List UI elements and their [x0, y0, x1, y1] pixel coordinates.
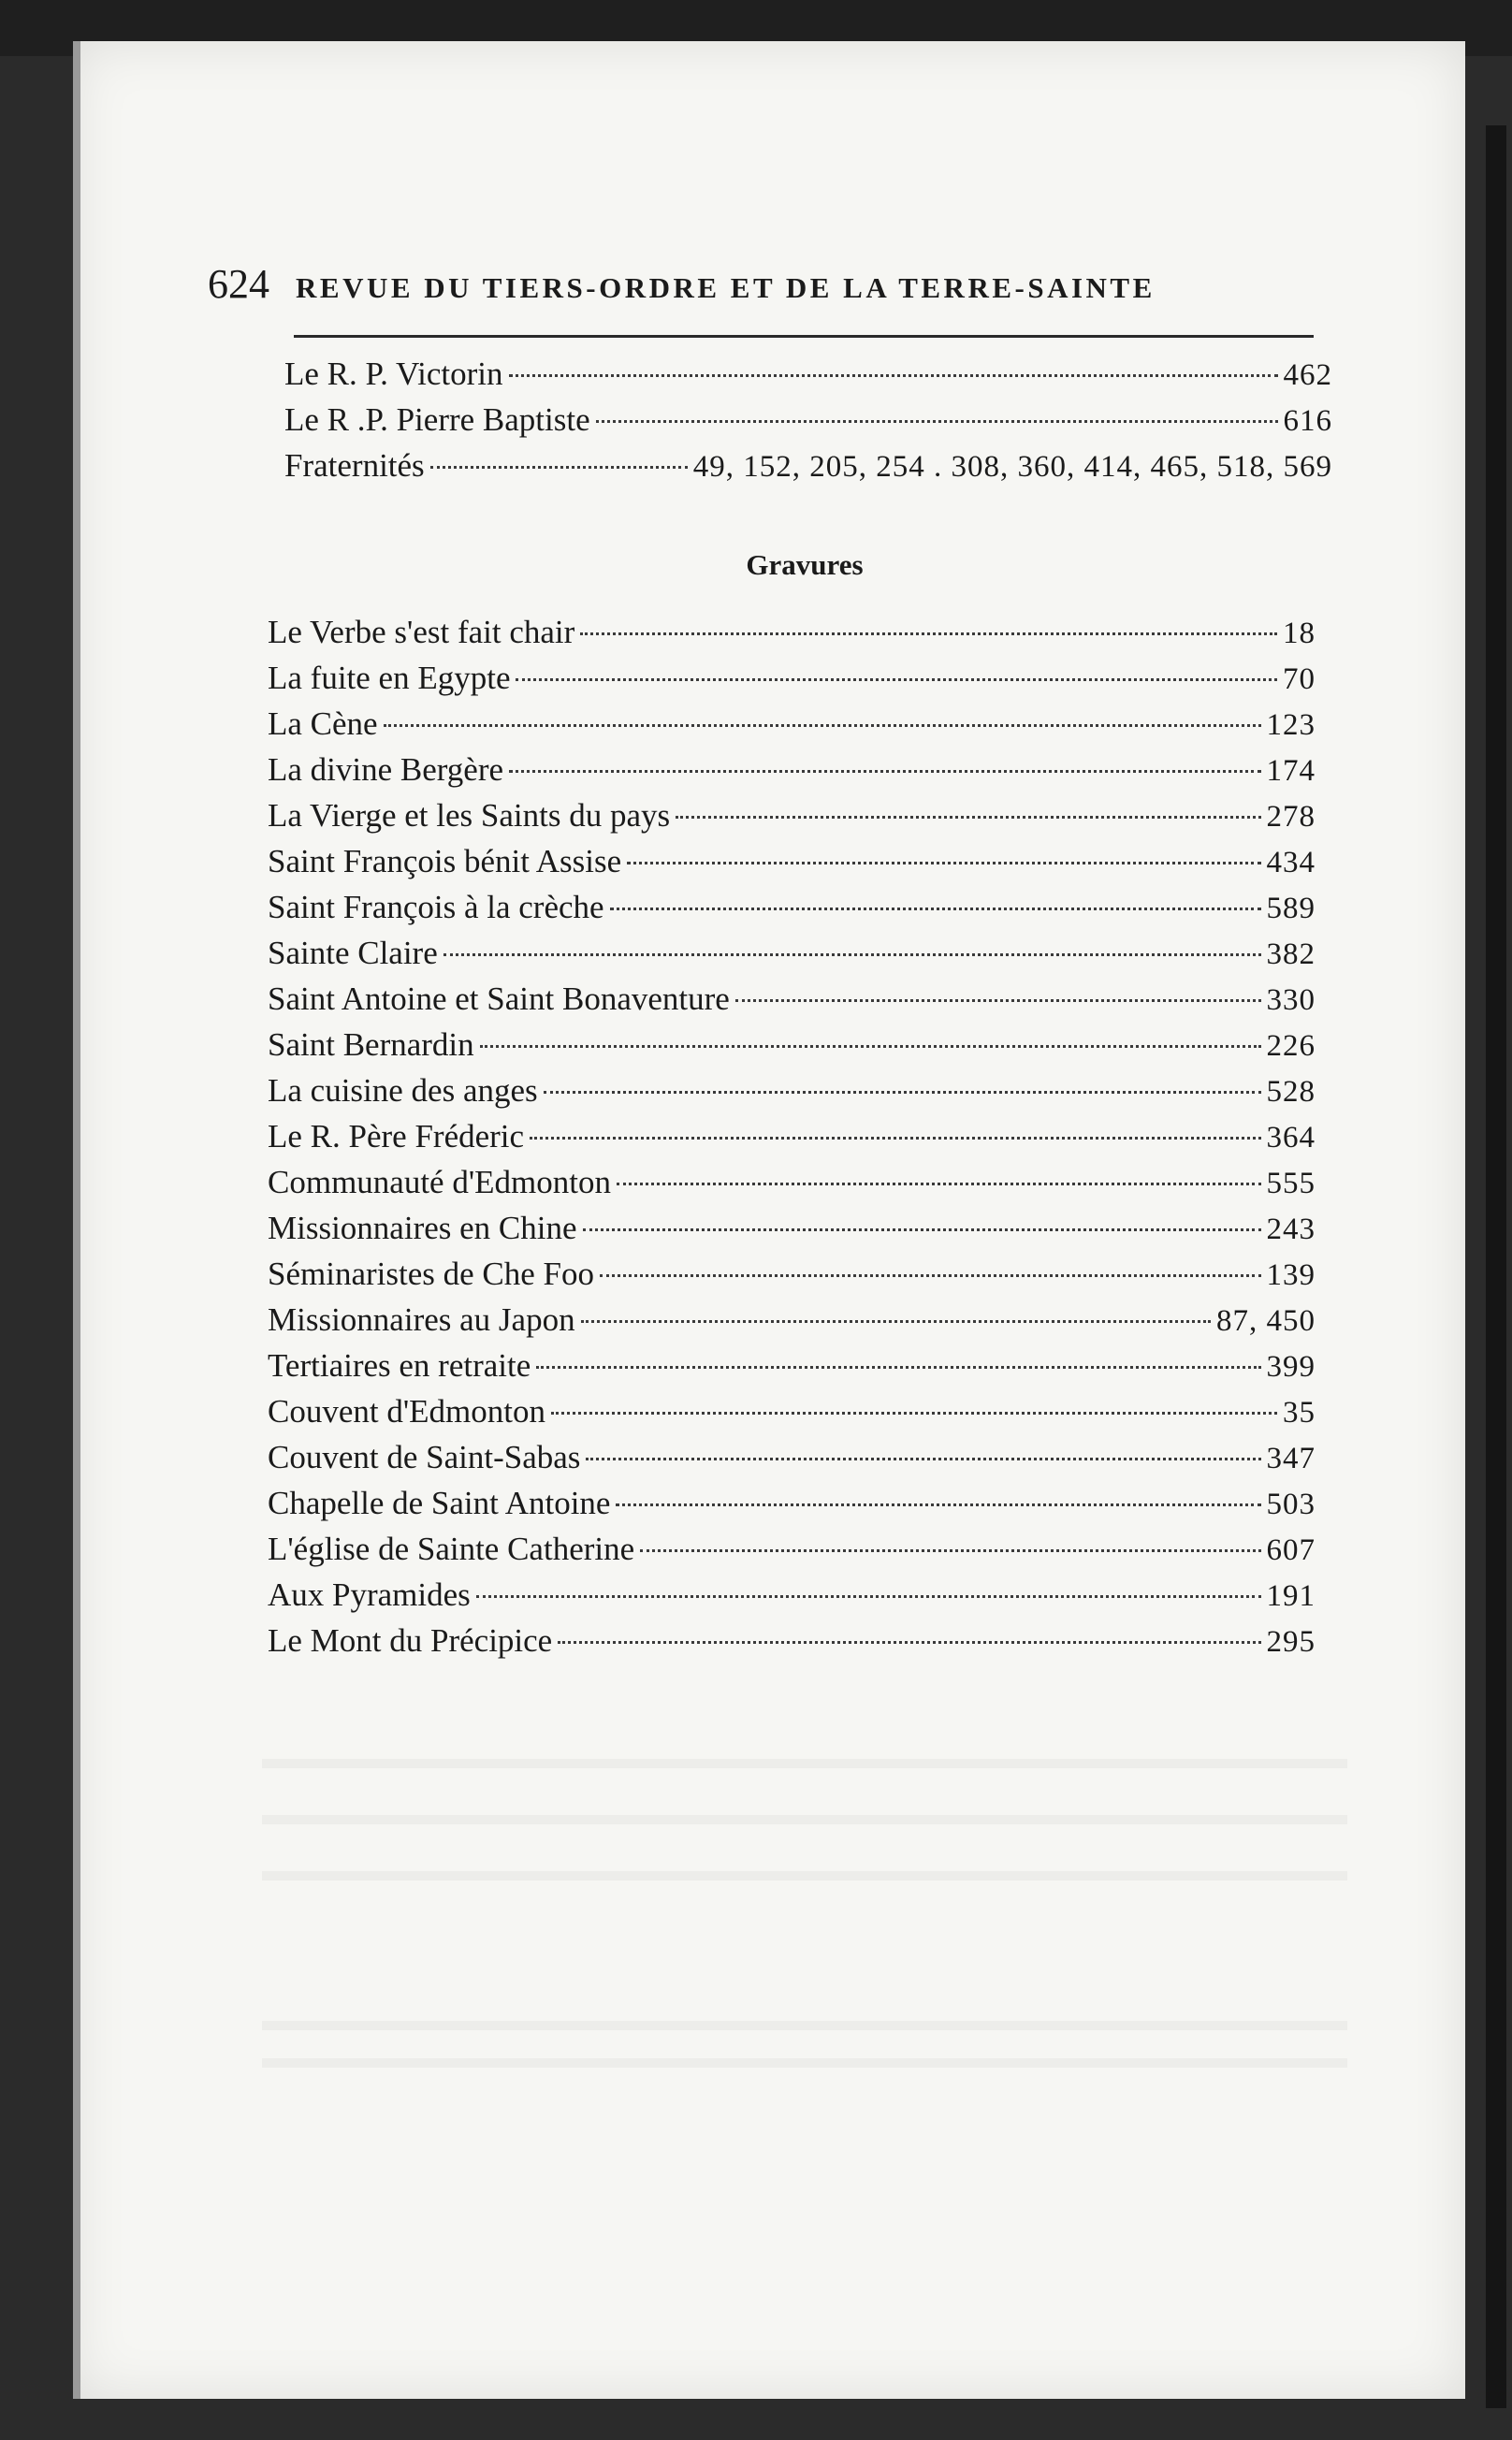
index-entry	[268, 935, 1316, 980]
index-entry	[268, 1531, 1316, 1576]
entry-page: 607	[1266, 1533, 1316, 1567]
entry-label: Communauté d'Edmonton	[268, 1164, 611, 1200]
entry-label: La cuisine des anges	[268, 1072, 538, 1109]
dot-leader	[384, 724, 1261, 727]
entry-label: Couvent d'Edmonton	[268, 1393, 545, 1430]
dot-leader	[627, 862, 1260, 864]
index-entry	[268, 797, 1316, 843]
entry-page: 589	[1266, 892, 1316, 925]
dot-leader	[530, 1137, 1260, 1140]
dot-leader	[616, 1503, 1260, 1506]
entry-page: 278	[1266, 800, 1316, 834]
index-entry	[268, 1118, 1316, 1164]
dot-leader	[536, 1366, 1260, 1369]
dot-leader	[476, 1595, 1261, 1598]
entry-page: 226	[1266, 1029, 1316, 1063]
index-entry	[268, 1393, 1316, 1439]
entry-page: 139	[1266, 1258, 1316, 1292]
index-entry	[268, 843, 1316, 889]
entry-label: Séminaristes de Che Foo	[268, 1256, 594, 1292]
entry-page: 462	[1283, 358, 1332, 392]
dot-leader	[583, 1228, 1261, 1231]
entry-page: 243	[1266, 1213, 1316, 1246]
running-title: REVUE DU TIERS-ORDRE ET DE LA TERRE-SAINTE	[296, 271, 1156, 304]
entry-page: 35	[1283, 1396, 1316, 1430]
show-through-line	[262, 2021, 1347, 2030]
dot-leader	[430, 466, 688, 469]
entry-page: 616	[1283, 404, 1332, 438]
entry-label: Chapelle de Saint Antoine	[268, 1485, 611, 1521]
entry-page: 528	[1266, 1075, 1316, 1109]
dot-leader	[640, 1549, 1260, 1552]
index-entry	[284, 356, 1332, 401]
index-entry	[268, 1347, 1316, 1393]
index-entry	[268, 1072, 1316, 1118]
index-entry	[268, 1439, 1316, 1485]
entry-label: La Cène	[268, 705, 378, 742]
dot-leader	[596, 420, 1278, 423]
index-entry	[268, 705, 1316, 751]
index-entry	[268, 1210, 1316, 1256]
entry-label: La Vierge et les Saints du pays	[268, 797, 671, 834]
dot-leader	[600, 1274, 1261, 1277]
entry-label: Saint Bernardin	[268, 1026, 474, 1063]
show-through-line	[262, 2058, 1347, 2068]
dot-leader	[580, 632, 1277, 635]
index-entry	[268, 751, 1316, 797]
entry-page: 49, 152, 205, 254 . 308, 360, 414, 465, 518, 569	[692, 450, 1332, 484]
entry-page: 399	[1266, 1350, 1316, 1384]
dot-leader	[516, 678, 1277, 681]
index-entry	[284, 401, 1332, 447]
page-number: 624	[208, 261, 269, 307]
dot-leader	[551, 1412, 1277, 1415]
entry-label: Saint François bénit Assise	[268, 843, 622, 879]
entry-label: Fraternités	[284, 447, 425, 484]
dot-leader	[610, 908, 1261, 910]
dot-leader	[581, 1320, 1211, 1323]
dot-leader	[509, 374, 1278, 377]
entry-label: Tertiaires en retraite	[268, 1347, 531, 1384]
index-list-top	[284, 356, 1332, 493]
show-through-line	[262, 1759, 1347, 1768]
entry-page: 503	[1266, 1488, 1316, 1521]
page-edge-left	[73, 41, 80, 2399]
gravures-list	[268, 614, 1316, 1668]
page-edge-right	[1486, 125, 1506, 2408]
entry-page: 330	[1266, 983, 1316, 1017]
entry-page: 18	[1283, 617, 1316, 650]
entry-label: Saint François à la crèche	[268, 889, 604, 925]
index-entry	[284, 447, 1332, 493]
index-entry	[268, 889, 1316, 935]
entry-label: Aux Pyramides	[268, 1576, 471, 1613]
entry-page: 555	[1266, 1167, 1316, 1200]
entry-label: Le Mont du Précipice	[268, 1622, 553, 1659]
dot-leader	[617, 1183, 1261, 1185]
entry-page: 87, 450	[1216, 1304, 1316, 1338]
entry-page: 364	[1266, 1121, 1316, 1155]
entry-page: 123	[1266, 708, 1316, 742]
entry-label: Le R. P. Victorin	[284, 356, 503, 392]
entry-label: Sainte Claire	[268, 935, 438, 971]
entry-label: Le R. Père Fréderic	[268, 1118, 525, 1155]
dot-leader	[443, 953, 1261, 956]
running-header	[208, 260, 1321, 316]
show-through-line	[262, 1815, 1347, 1824]
index-entry	[268, 1256, 1316, 1301]
index-entry	[268, 1576, 1316, 1622]
entry-page: 382	[1266, 937, 1316, 971]
entry-page: 295	[1266, 1625, 1316, 1659]
index-entry	[268, 1485, 1316, 1531]
entry-label: Le R .P. Pierre Baptiste	[284, 401, 590, 438]
entry-label: La fuite en Egypte	[268, 660, 511, 696]
entry-label: Missionnaires au Japon	[268, 1301, 575, 1338]
dot-leader	[480, 1045, 1261, 1048]
entry-label: Saint Antoine et Saint Bonaventure	[268, 980, 730, 1017]
entry-label: Missionnaires en Chine	[268, 1210, 577, 1246]
dot-leader	[544, 1091, 1261, 1094]
show-through-line	[262, 1871, 1347, 1881]
entry-page: 191	[1266, 1579, 1316, 1613]
dot-leader	[676, 816, 1260, 819]
dot-leader	[735, 999, 1261, 1002]
entry-label: L'église de Sainte Catherine	[268, 1531, 635, 1567]
entry-label: Le Verbe s'est fait chair	[268, 614, 575, 650]
index-entry	[268, 1301, 1316, 1347]
entry-label: La divine Bergère	[268, 751, 504, 788]
entry-page: 347	[1266, 1442, 1316, 1475]
entry-label: Couvent de Saint-Sabas	[268, 1439, 581, 1475]
index-entry	[268, 660, 1316, 705]
index-entry	[268, 614, 1316, 660]
entry-page: 174	[1266, 754, 1316, 788]
index-entry	[268, 980, 1316, 1026]
index-entry	[268, 1622, 1316, 1668]
entry-page: 70	[1283, 662, 1316, 696]
index-entry	[268, 1164, 1316, 1210]
index-entry	[268, 1026, 1316, 1072]
dot-leader	[586, 1458, 1260, 1460]
entry-page: 434	[1266, 846, 1316, 879]
header-rule	[294, 335, 1314, 338]
section-title: Gravures	[746, 548, 864, 581]
dot-leader	[509, 770, 1260, 773]
dot-leader	[558, 1641, 1260, 1644]
